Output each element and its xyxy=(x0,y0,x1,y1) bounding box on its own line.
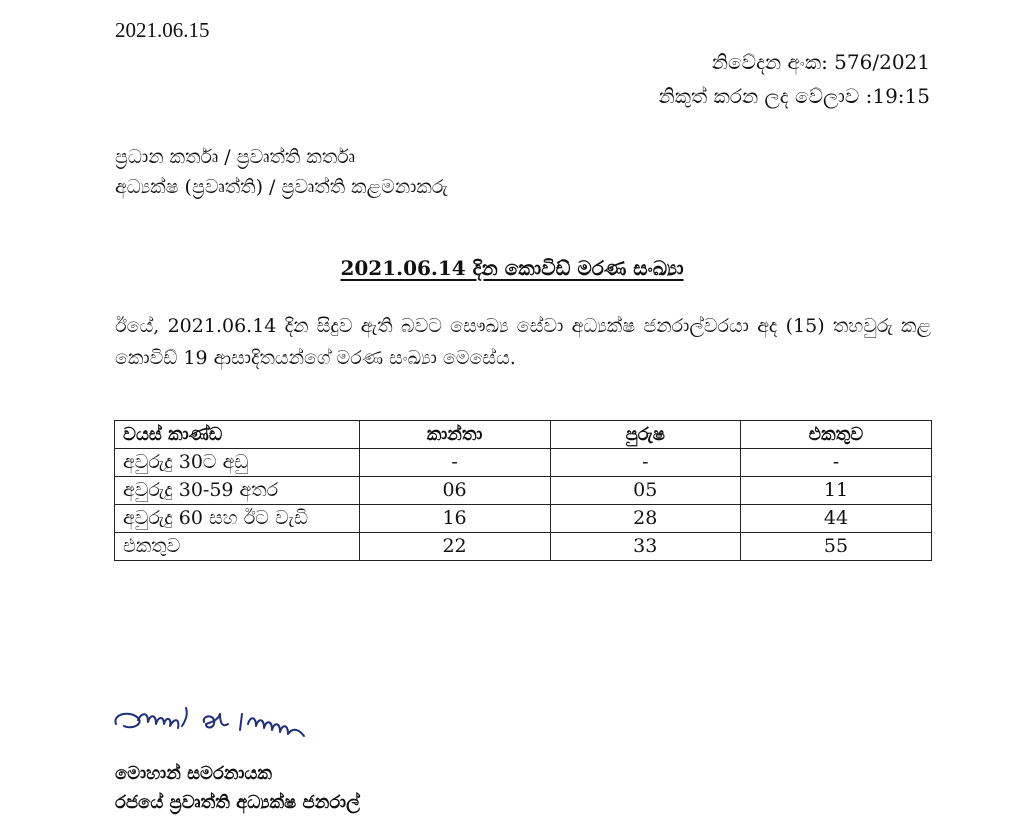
row-male: - xyxy=(550,449,740,477)
document-title xyxy=(0,256,1024,280)
signatory-title: රජයේ ප්‍රවෘත්ති අධ්‍යක්ෂ ජනරාල් xyxy=(115,792,360,813)
body-paragraph: ඊයේ, 2021.06.14 දින සිදුව ඇති බවට සෞඛ්‍ය සේවා අධ්‍යක්ෂ ජනරාල්වරයා අද (15) තහවුරු කළ කොවිඩ් 19 ආසාදිතයන්ගේ මරණ සංඛ්‍යා මෙසේය. xyxy=(115,315,931,369)
document-title-text: 2021.06.14 දින කොවිඩ් මරණ සංඛ්‍යා xyxy=(340,256,684,280)
row-male: 05 xyxy=(550,477,740,505)
row-female: - xyxy=(359,449,550,477)
row-age-group: අවුරුදු 60 සහ ඊට වැඩි xyxy=(115,505,360,533)
row-age-group: අවුරුදු 30-59 අතර xyxy=(115,477,360,505)
row-male: 28 xyxy=(550,505,740,533)
row-total: 44 xyxy=(740,505,931,533)
row-age-group: එකතුව xyxy=(115,533,360,561)
table-row xyxy=(115,477,932,505)
signatory-name: මොහාන් සමරනායක xyxy=(115,763,272,784)
table-row xyxy=(115,533,932,561)
table-row xyxy=(115,505,932,533)
row-age-group: අවුරුදු 30ට අඩු xyxy=(115,449,360,477)
row-female: 06 xyxy=(359,477,550,505)
row-total: - xyxy=(740,449,931,477)
header-male: පුරුෂ xyxy=(550,421,740,449)
row-female: 22 xyxy=(359,533,550,561)
deaths-table xyxy=(114,420,932,561)
header-age-group: වයස් කාණ්ඩ xyxy=(115,421,360,449)
signature-image xyxy=(108,700,358,760)
row-male: 33 xyxy=(550,533,740,561)
row-female: 16 xyxy=(359,505,550,533)
reference-number: නිවේදන අංක: 576/2021 xyxy=(711,50,930,74)
addressee-line-2: අධ්‍යක්ෂ (ප්‍රවෘත්ති) / ප්‍රවෘත්ති කළමනාකරු xyxy=(115,176,448,198)
table-header-row xyxy=(115,421,932,449)
header-female: කාන්තා xyxy=(359,421,550,449)
header-total: එකතුව xyxy=(740,421,931,449)
release-time: නිකුත් කරන ලද වේලාව :19:15 xyxy=(658,84,930,108)
row-total: 55 xyxy=(740,533,931,561)
document-date: 2021.06.15 xyxy=(115,18,210,42)
addressee-line-1: ප්‍රධාන කර්තෘ / ප්‍රවෘත්ති කර්තෘ xyxy=(115,146,355,168)
row-total: 11 xyxy=(740,477,931,505)
table-row xyxy=(115,449,932,477)
